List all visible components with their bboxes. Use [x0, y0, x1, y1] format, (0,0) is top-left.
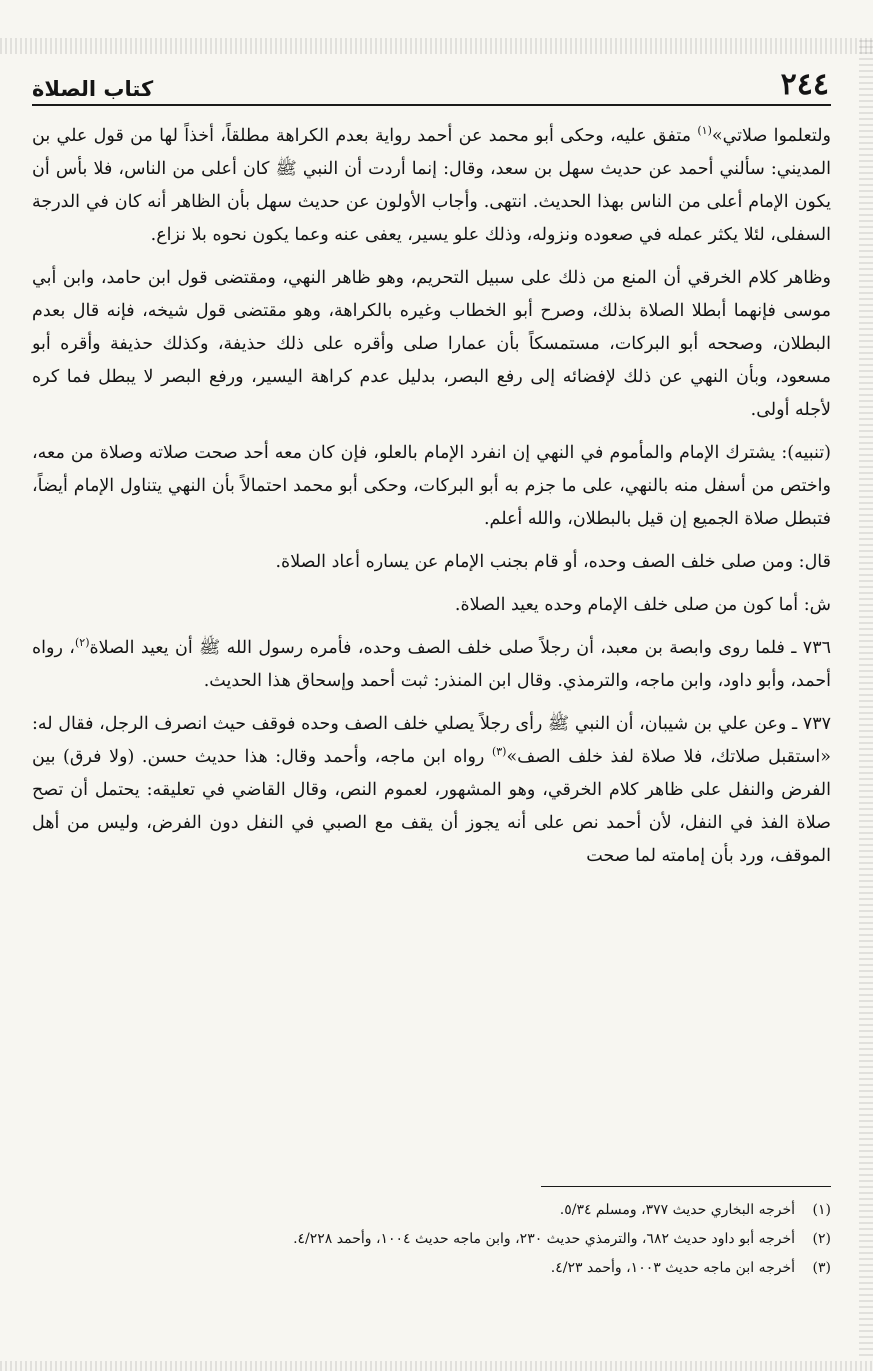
footnote-number: (٢) [812, 1231, 831, 1247]
footnote-text: أخرجه أبو داود حديث ٦٨٢، والترمذي حديث ٢٣٠، وابن ماجه حديث ١٠٠٤، وأحمد ٤/٢٢٨. [293, 1231, 795, 1247]
scan-border-bottom [0, 1361, 873, 1371]
scan-border-right [859, 40, 873, 1360]
footnote-ref: (٢) [74, 636, 90, 650]
paragraph-text-cont: متفق عليه، وحكى أبو محمد عن أحمد رواية بعدم الكراهة مطلقاً، أخذاً لها من قول علي بن المديني: سألني أحمد عن حديث سهل بن سعد، وقال: إنما أردت أن النبي ﷺ كان أعلى من الناس، فلا بأس أن يكون الإمام أعلى من الناس بهذا الحديث. انتهى. وأجاب الأولون عن حديث سهل بأن الظاهر أنه كان في الدرجة السفلى، لئلا يكثر عمله في صعوده ونزوله، وذلك علو يسير، يعفى عنه وعما يكون نحوه بلا نزاع. [32, 126, 831, 245]
paragraph-text: ولتعلموا صلاتي» [711, 126, 831, 146]
page-header [32, 58, 831, 106]
main-text [32, 120, 831, 873]
book-page [32, 58, 831, 1351]
paragraph-text: ٧٣٧ ـ وعن علي بن شيبان، أن النبي ﷺ رأى رجلاً يصلي خلف الصف وحده فوقف حيث انصرف الرجل، فقال له: «استقبل صلاتك، فلا صلاة لفذ خلف الصف» [32, 714, 831, 767]
paragraph [32, 437, 831, 536]
paragraph [32, 708, 831, 873]
footnote-text: أخرجه البخاري حديث ٣٧٧، ومسلم ٥/٣٤. [559, 1202, 795, 1218]
paragraph [32, 546, 831, 579]
paragraph-text: ٧٣٦ ـ فلما روى وابصة بن معبد، أن رجلاً صلى خلف الصف وحده، فأمره رسول الله ﷺ أن يعيد الصلاة [89, 638, 831, 658]
paragraph-text: (تنبيه): يشترك الإمام والمأموم في النهي إن انفرد الإمام بالعلو، فإن كان معه أحد صحت صلاته وصلاة من معه، واختص من أسفل منه بالنهي، على ما جزم به أبو البركات، وحكى أبو محمد احتمالاً بأن النهي يتناول الإمام أيضاً، فتبطل صلاة الجميع إن قيل بالبطلان، والله أعلم. [32, 443, 831, 529]
paragraph [32, 589, 831, 622]
footnote [32, 1225, 831, 1254]
paragraph-text: وظاهر كلام الخرقي أن المنع من ذلك على سبيل التحريم، وهو ظاهر النهي، ومقتضى قول ابن حامد، وابن أبي موسى فإنهما أبطلا الصلاة بذلك، وصرح أبو الخطاب وغيره بالكراهة، وهو مقتضى قول شيخه، فإنه قال بعدم البطلان، وصححه أبو البركات، مستمسكاً بأن عمارا صلى وأقره على ذلك حذيفة، وكذلك حذيفة وأقره أبو مسعود، وبأن النهي عن ذلك لإفضائه إلى رفع البصر، بدليل عدم كراهة اليسير، ورفع البصر لا يبطل فما كره لأجله أولى. [32, 268, 831, 420]
footnote-number: (١) [812, 1202, 831, 1218]
footnote-text: أخرجه ابن ماجه حديث ١٠٠٣، وأحمد ٤/٢٣. [550, 1260, 795, 1276]
footnote-separator [541, 1186, 831, 1187]
paragraph-text: ش: أما كون من صلى خلف الإمام وحده يعيد الصلاة. [454, 595, 831, 615]
footnote-number: (٣) [812, 1260, 831, 1276]
footnote-ref: (٣) [491, 745, 507, 759]
footnote-ref: (١) [697, 124, 712, 138]
footnote [32, 1196, 831, 1225]
footnotes [32, 1196, 831, 1283]
footnote [32, 1254, 831, 1283]
paragraph-text: قال: ومن صلى خلف الصف وحده، أو قام بجنب الإمام عن يساره أعاد الصلاة. [275, 552, 831, 572]
paragraph [32, 262, 831, 427]
running-title: كتاب الصلاة [32, 77, 154, 101]
paragraph-text-cont: رواه ابن ماجه، وأحمد وقال: هذا حديث حسن. (ولا فرق) بين الفرض والنفل على ظاهر كلام الخرقي، وهو المشهور، لعموم النص، وقال القاضي في تعليقه: يحتمل أن تصح صلاة الفذ في النفل، لأن أحمد نص على أنه يجوز أن يقف مع الصبي في النفل دون الفرض، وليس من أهل الموقف، ورد بأن إمامته لما صحت [32, 747, 831, 866]
paragraph [32, 632, 831, 698]
paragraph-text-cont: ، رواه أحمد، وأبو داود، وابن ماجه، والترمذي. وقال ابن المنذر: ثبت أحمد وإسحاق هذا الحديث. [32, 638, 831, 691]
paragraph [32, 120, 831, 252]
page-number: ٢٤٤ [780, 67, 829, 102]
scan-border-top [0, 38, 873, 54]
